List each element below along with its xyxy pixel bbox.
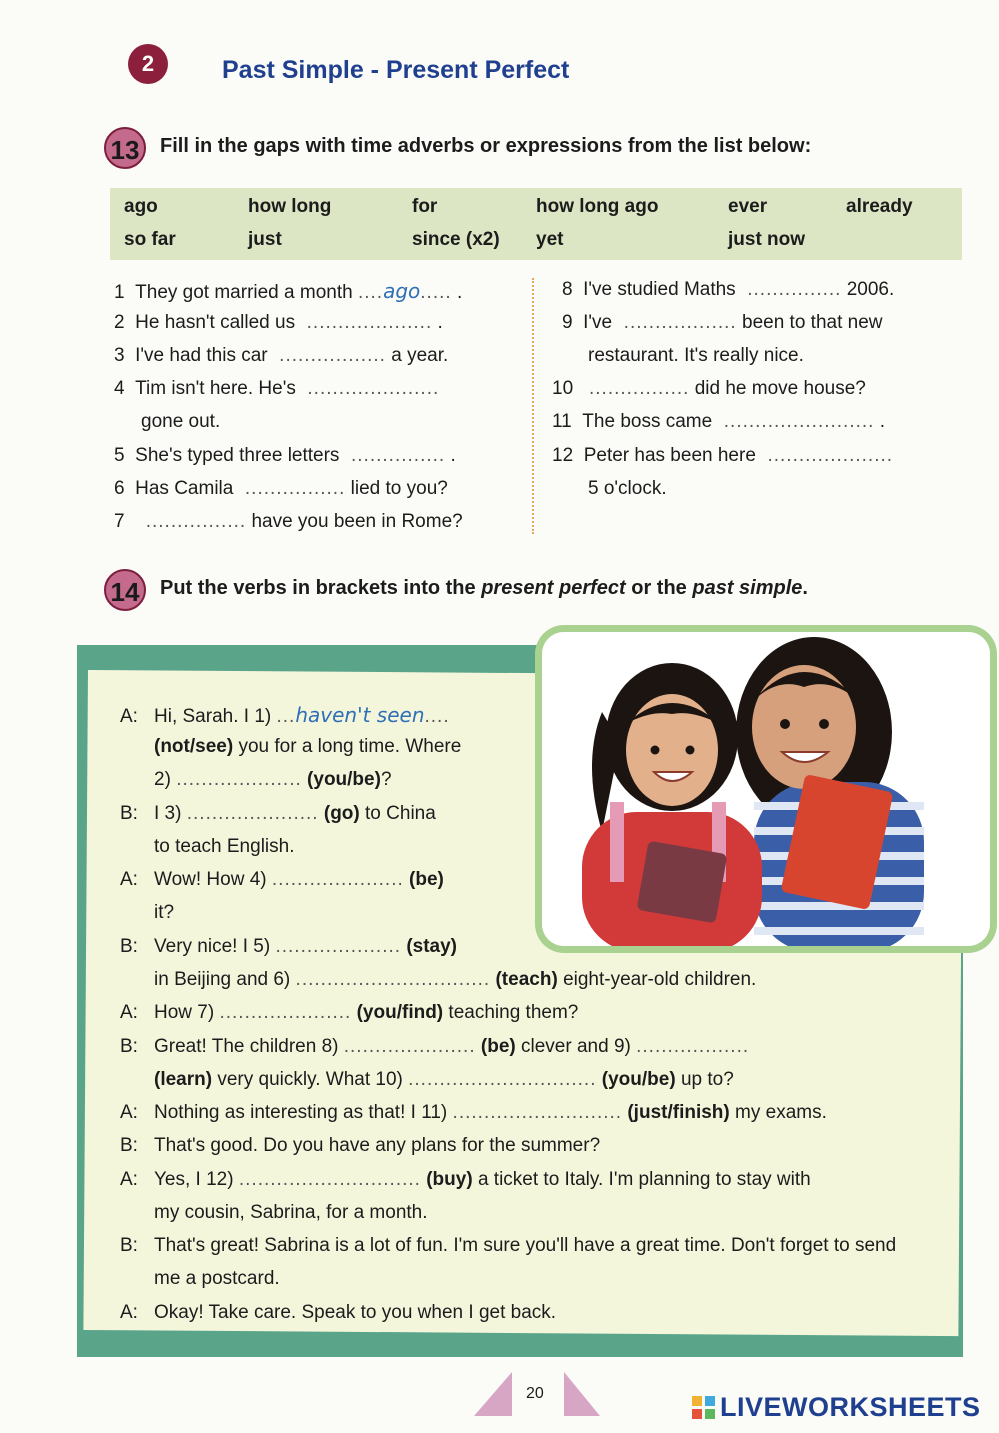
exercise-13-item-7: 7 ................ have you been in Rome?: [114, 511, 463, 532]
answer-field-14-2[interactable]: ....................: [176, 769, 302, 790]
answer-field-8[interactable]: ...............: [740, 279, 842, 300]
word-how-long-ago: how long ago: [536, 196, 659, 217]
answer-field-4[interactable]: .....................: [301, 378, 440, 399]
children-photo: [542, 632, 990, 946]
dialogue-line-2: (not/see) you for a long time. Where: [154, 736, 462, 757]
dialogue-line-12: (learn) very quickly. What 10) .............................. (you/be) up to?: [154, 1069, 734, 1090]
word-just-now: just now: [728, 229, 806, 250]
exercise-13-item-9-cont: restaurant. It's really nice.: [588, 345, 804, 366]
word-ever: ever: [728, 196, 768, 217]
exercise-13-item-8: 8 I've studied Maths ............... 2006.: [562, 279, 895, 300]
liveworksheets-brand[interactable]: LIVEWORKSHEETS: [720, 1392, 981, 1422]
answer-field-3[interactable]: .................: [272, 345, 386, 366]
word-just: just: [248, 229, 282, 250]
exercise-13-item-1: 1 They got married a month ....ago..... .: [114, 279, 463, 303]
liveworksheets-logo-icon: [692, 1396, 716, 1420]
answer-field-14-4[interactable]: .....................: [271, 869, 404, 890]
page-number: 20: [526, 1385, 544, 1402]
unit-number-badge: 2: [128, 44, 168, 84]
dialogue-line-19: A: Okay! Take care. Speak to you when I get back.: [120, 1302, 557, 1323]
exercise-13-item-4-cont: gone out.: [141, 411, 221, 432]
answer-field-2[interactable]: ....................: [300, 312, 433, 333]
dialogue-line-14: B: That's good. Do you have any plans for the summer?: [120, 1135, 601, 1156]
word-ago: ago: [124, 196, 158, 217]
word-already: already: [846, 196, 913, 217]
exercise-13-item-6: 6 Has Camila ................ lied to you?: [114, 478, 448, 499]
exercise-13-item-10: 10 ................ did he move house?: [552, 378, 866, 399]
unit-title: Past Simple - Present Perfect: [222, 56, 570, 84]
dialogue-line-8: B: Very nice! I 5) .................... (stay): [120, 936, 457, 957]
answer-field-14-10[interactable]: ..............................: [408, 1069, 597, 1090]
dialogue-line-9: in Beijing and 6) ............................... (teach) eight-year-old children.: [154, 969, 757, 990]
answer-field-14-8[interactable]: .....................: [343, 1036, 476, 1057]
dialogue-line-13: A: Nothing as interesting as that! I 11) ........................... (just/finish) my exams.: [120, 1102, 827, 1123]
exercise-13-badge: 13: [104, 127, 146, 169]
answer-field-9[interactable]: ..................: [617, 312, 737, 333]
answer-field-14-5[interactable]: ....................: [275, 936, 402, 957]
dialogue-line-16: my cousin, Sabrina, for a month.: [154, 1202, 428, 1223]
answer-field-10[interactable]: ................: [588, 378, 690, 399]
answer-field-6[interactable]: ................: [238, 478, 346, 499]
answer-field-14-3[interactable]: .....................: [186, 803, 319, 824]
dialogue-line-10: A: How 7) ..................... (you/find) teaching them?: [120, 1002, 579, 1023]
word-for: for: [412, 196, 438, 217]
answer-field-1[interactable]: ago: [383, 279, 421, 303]
answer-field-12[interactable]: ....................: [761, 445, 894, 466]
word-since: since (x2): [412, 229, 500, 250]
dialogue-line-15: A: Yes, I 12) ............................. (buy) a ticket to Italy. I'm planning to stay with: [120, 1169, 811, 1190]
exercise-13-item-12-cont: 5 o'clock.: [588, 478, 667, 499]
exercise-13-instruction: Fill in the gaps with time adverbs or expressions from the list below:: [160, 135, 812, 157]
dialogue-line-5: to teach English.: [154, 836, 295, 857]
exercise-13-item-9: 9 I've .................. been to that new: [562, 312, 883, 333]
answer-field-14-11[interactable]: ...........................: [452, 1102, 623, 1123]
word-so-far: so far: [124, 229, 176, 250]
exercise-13-item-11: 11 The boss came ........................ .: [552, 411, 886, 432]
exercise-13-item-12: 12 Peter has been here ....................: [552, 445, 894, 466]
answer-field-14-9[interactable]: ..................: [636, 1036, 750, 1057]
dialogue-line-4: B: I 3) ..................... (go) to China: [120, 803, 436, 824]
exercise-13-item-2: 2 He hasn't called us .................... .: [114, 312, 443, 333]
exercise-13-item-5: 5 She's typed three letters ............... .: [114, 445, 456, 466]
word-how-long: how long: [248, 196, 332, 217]
answer-field-5[interactable]: ...............: [344, 445, 446, 466]
exercise-14-badge: 14: [104, 569, 146, 611]
exercise-13-item-4: 4 Tim isn't here. He's .....................: [114, 378, 440, 399]
answer-field-14-6[interactable]: ...............................: [295, 969, 491, 990]
dialogue-line-3: 2) .................... (you/be)?: [154, 769, 392, 790]
dialogue-line-17: B: That's great! Sabrina is a lot of fun. I'm sure you'll have a great time. Don't forget to send: [120, 1235, 897, 1256]
column-divider: [532, 278, 534, 534]
exercise-14-instruction: Put the verbs in brackets into the present perfect or the past simple.: [160, 577, 808, 599]
dialogue-line-6: A: Wow! How 4) ..................... (be): [120, 869, 444, 890]
answer-field-14-1[interactable]: haven't seen: [295, 703, 425, 727]
answer-field-14-7[interactable]: .....................: [219, 1002, 352, 1023]
dialogue-line-11: B: Great! The children 8) ..................... (be) clever and 9) ..................: [120, 1036, 750, 1057]
answer-field-7[interactable]: ................: [145, 511, 247, 532]
dialogue-line-1: A: Hi, Sarah. I 1) ...haven't seen....: [120, 703, 450, 727]
exercise-13-item-3: 3 I've had this car ................. a year.: [114, 345, 449, 366]
word-yet: yet: [536, 229, 564, 250]
answer-field-14-12[interactable]: .............................: [238, 1169, 421, 1190]
dialogue-line-7: it?: [154, 902, 175, 923]
dialogue-line-18: me a postcard.: [154, 1268, 280, 1289]
answer-field-11[interactable]: ........................: [717, 411, 875, 432]
